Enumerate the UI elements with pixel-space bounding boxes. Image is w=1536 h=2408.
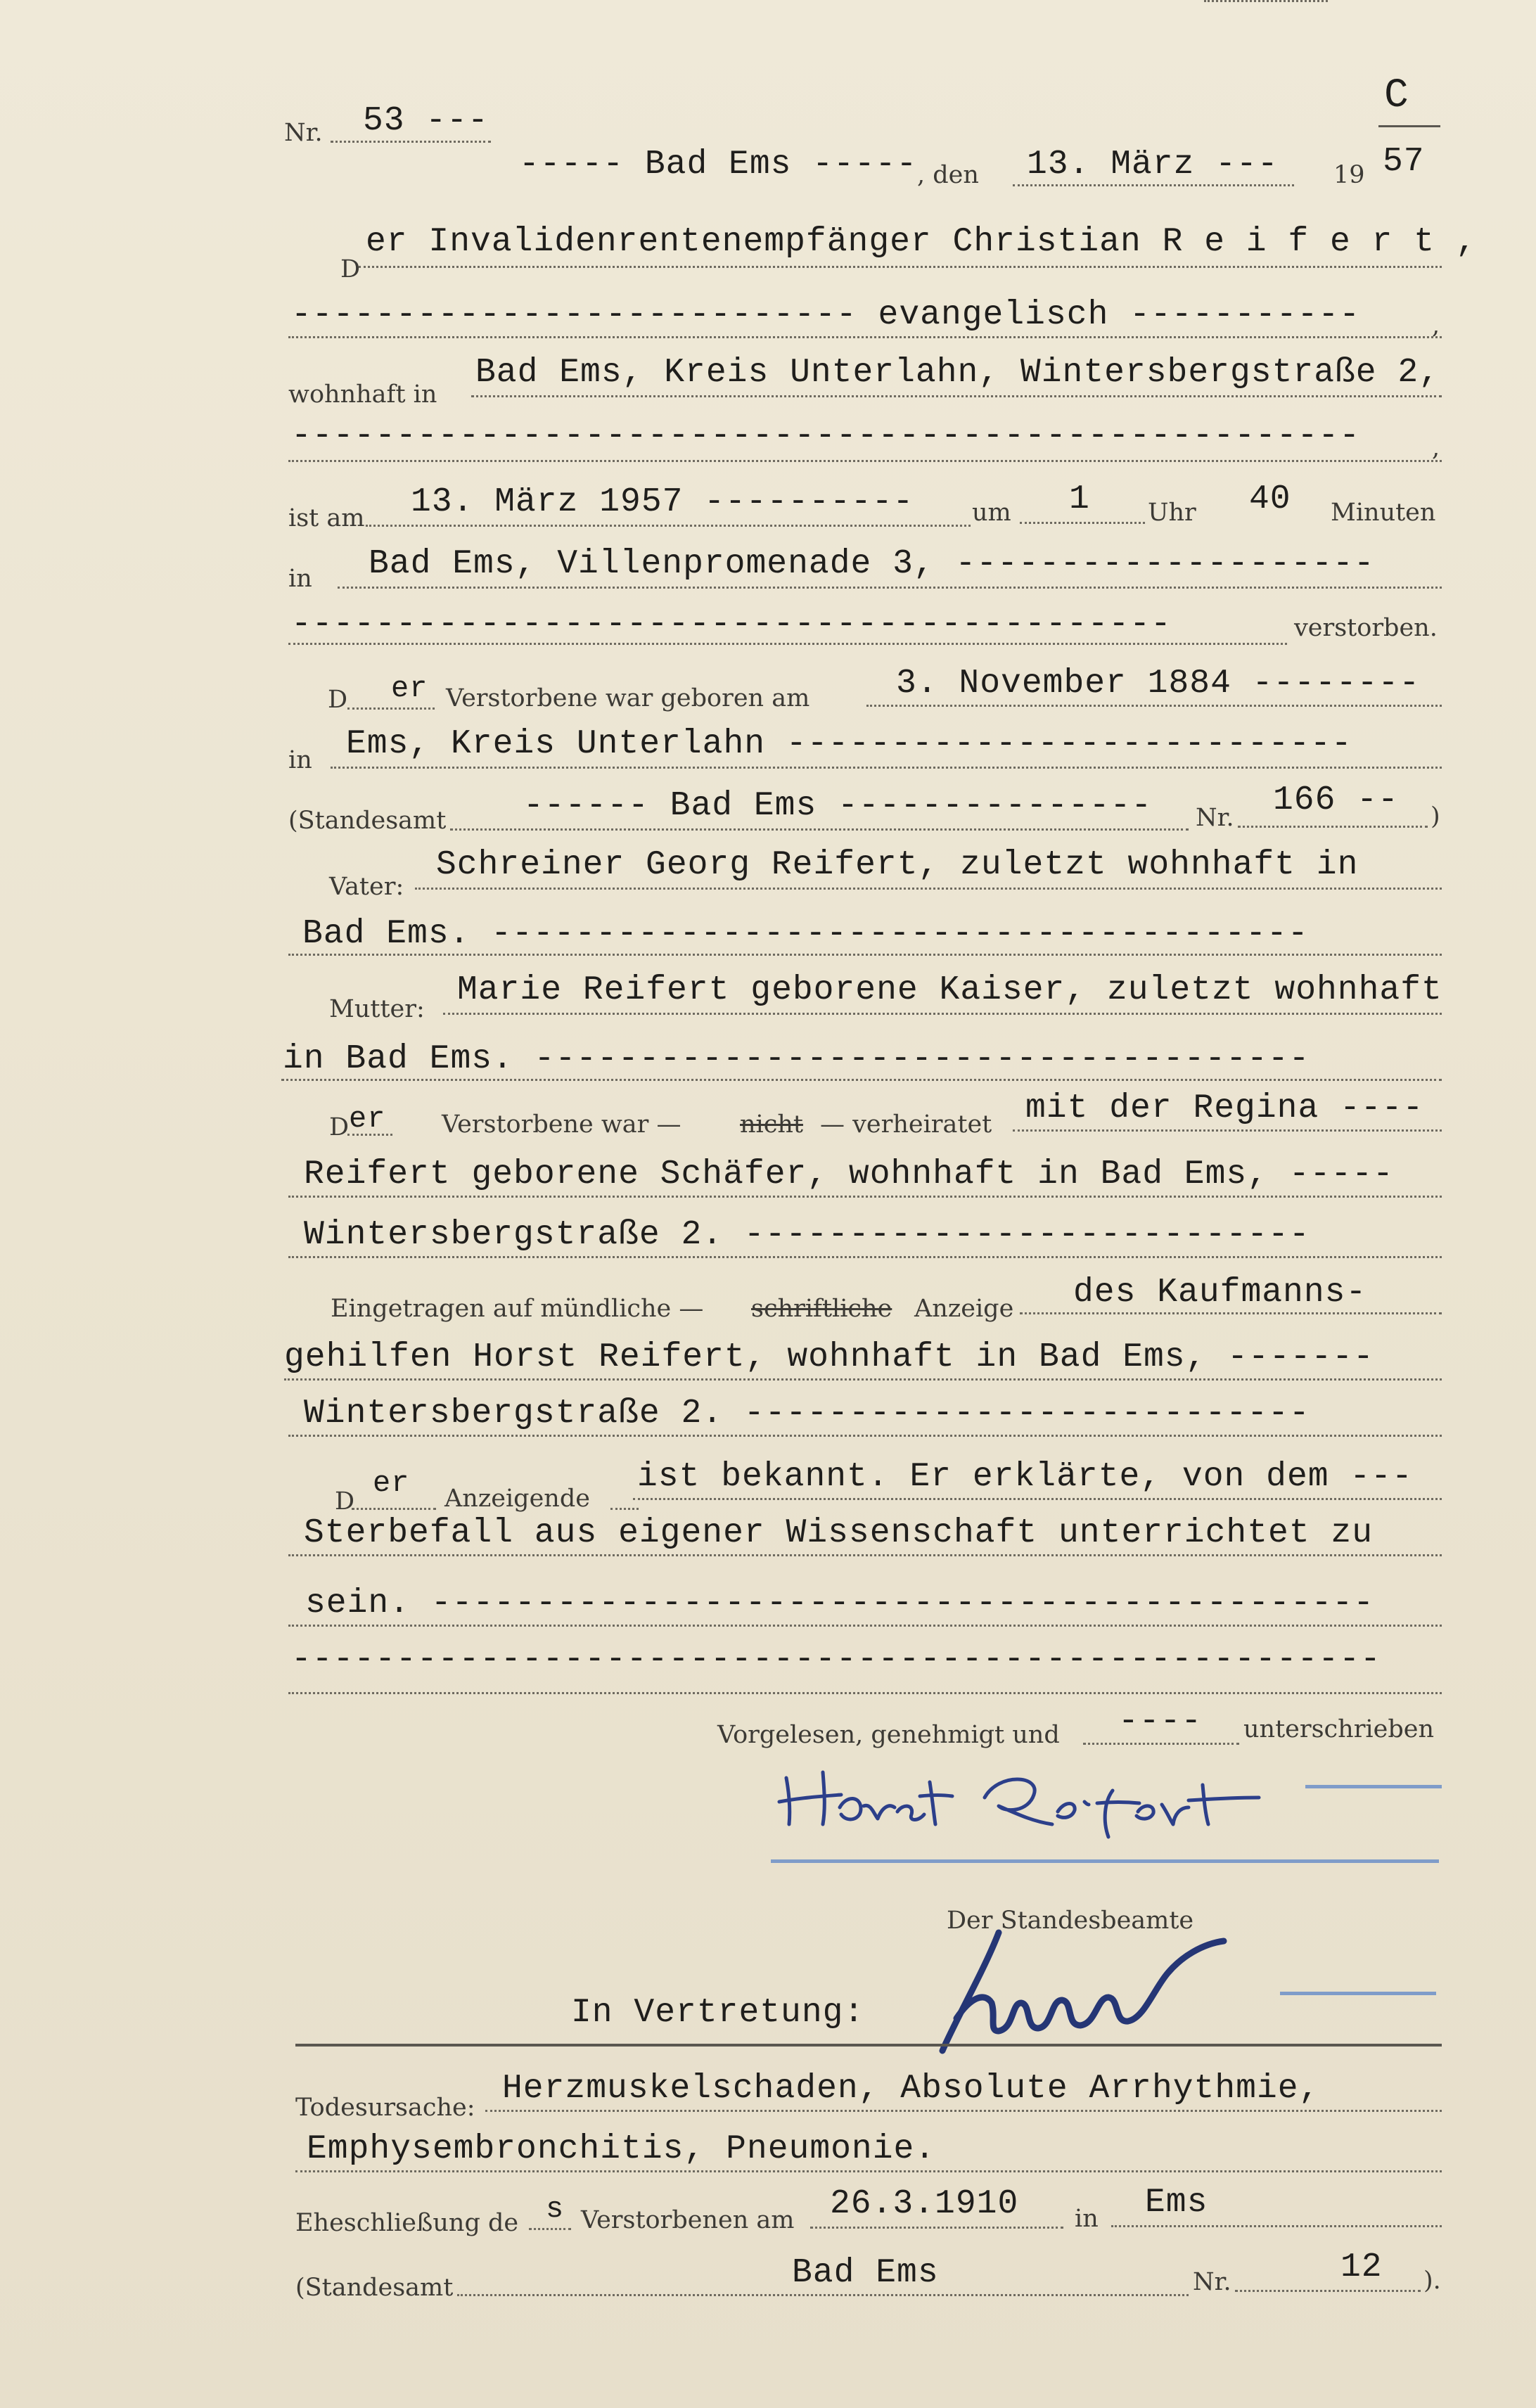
statement-3: sein. --------------------------------------------- <box>305 1584 1375 1622</box>
marriage-register-nr: 12 <box>1340 2248 1383 2286</box>
header-date: 13. März --- <box>1027 146 1279 184</box>
birth-date-dotted-line <box>866 705 1442 707</box>
birth-place: Ems, Kreis Unterlahn --------------------------- <box>346 725 1352 763</box>
mutter-label: Mutter: <box>329 995 425 1023</box>
birth-label: Verstorbene war geboren am <box>446 684 810 712</box>
ehe-place-dotted-line <box>1111 2225 1442 2227</box>
birth-nr-label: Nr. <box>1196 804 1234 832</box>
signature-standesbeamte <box>928 1913 1252 2061</box>
nicht-struck: nicht <box>740 1110 803 1139</box>
ehe-de-dotted-line <box>529 2228 571 2230</box>
father: Schreiner Georg Reifert, zuletzt wohnhaft in <box>436 846 1359 884</box>
eingetragen-label: Eingetragen auf mündliche — <box>331 1295 704 1323</box>
mother-dotted-line <box>443 1013 1442 1015</box>
minute-dotted-line <box>1204 0 1328 2</box>
religion-dotted-line <box>288 336 1442 338</box>
footer-nr-label: Nr. <box>1193 2268 1231 2296</box>
spouse-2: Reifert geborene Schäfer, wohnhaft in Bad Ems, ----- <box>304 1155 1394 1193</box>
place-header: ----- Bad Ems ----- <box>519 146 918 184</box>
informant-dotted-line-2 <box>284 1378 1442 1381</box>
footer-nr-dotted-line <box>1235 2290 1421 2292</box>
cause-of-death-2: Emphysembronchitis, Pneumonie. <box>307 2130 936 2168</box>
signature-horst-reifert <box>774 1751 1266 1843</box>
statement-4: ---------------------------------------------------- <box>291 1641 1381 1679</box>
anzeigende-d-label: D <box>335 1487 355 1516</box>
person-name-line: er Invalidenrentenempfänger Christian R e i f e r t , <box>366 223 1477 261</box>
residence-address: Bad Ems, Kreis Unterlahn, Wintersbergstraße 2, <box>475 354 1440 392</box>
birth-standesamt-label: (Standesamt <box>288 807 447 835</box>
residence-dotted-line-2 <box>288 460 1442 462</box>
footer-close: ). <box>1423 2267 1441 2295</box>
d-prefix-person: D <box>340 255 361 283</box>
spouse-3: Wintersbergstraße 2. --------------------------- <box>304 1216 1310 1254</box>
birth-in-label: in <box>288 746 312 774</box>
verheiratet-label: — verheiratet <box>820 1110 992 1139</box>
anzeigende-d-dotted-line <box>352 1508 436 1510</box>
mother-2: in Bad Ems. ------------------------------------- <box>283 1040 1310 1078</box>
death-place-dotted-line-2 <box>288 643 1287 645</box>
spouse-dotted-line-2 <box>288 1196 1442 1198</box>
footer-separator <box>295 2044 1442 2047</box>
statement-dotted-line-3 <box>288 1625 1442 1627</box>
birth-d-dotted-line <box>347 707 435 710</box>
father-dotted-line <box>415 888 1442 890</box>
death-date: 13. März 1957 ---------- <box>411 483 914 521</box>
date-dotted-line <box>1013 184 1294 186</box>
death-place-2: ------------------------------------------ <box>291 606 1172 643</box>
statement: ist bekannt. Er erklärte, von dem --- <box>637 1458 1413 1496</box>
residence-address-2: --------------------------------------------------- <box>291 417 1361 455</box>
um-label: um <box>972 499 1011 527</box>
anzeigende-label: Anzeigende <box>444 1485 590 1513</box>
verstorbene-war-label: Verstorbene war — <box>442 1110 681 1139</box>
spouse: mit der Regina ---- <box>1025 1089 1424 1127</box>
spouse-dotted-line-3 <box>288 1256 1442 1258</box>
informant-2: gehilfen Horst Reifert, wohnhaft in Bad Ems, ------- <box>284 1338 1374 1376</box>
birth-d-suffix: er <box>391 672 428 705</box>
vorgelesen-fill: ---- <box>1118 1703 1203 1741</box>
signature-blue-line-3 <box>1280 1992 1436 1995</box>
eheschliessung-suffix: s <box>546 2192 565 2226</box>
wohnhaft-label: wohnhaft in <box>288 380 437 409</box>
header-year: 57 <box>1383 143 1425 181</box>
nr-label: Nr. <box>284 119 323 147</box>
vorgelesen-label: Vorgelesen, genehmigt und <box>717 1721 1060 1749</box>
statement-2: Sterbefall aus eigener Wissenschaft unterrichtet zu <box>304 1514 1374 1552</box>
informant-3: Wintersbergstraße 2. --------------------------- <box>304 1395 1310 1433</box>
marriage-standesamt: Bad Ems <box>792 2254 939 2292</box>
anzeige-label: Anzeige <box>914 1295 1014 1323</box>
statement-dotted-line-4 <box>288 1692 1442 1694</box>
ist-am-label: ist am <box>288 504 365 532</box>
year-prefix: 19 <box>1333 161 1365 189</box>
marriage-in-label: in <box>1075 2205 1099 2233</box>
schriftliche-struck: schriftliche <box>751 1295 892 1323</box>
mother-dotted-line-2 <box>281 1079 1442 1081</box>
verstorbenen-am-label: Verstorbenen am <box>581 2206 795 2234</box>
marriage-place: Ems <box>1145 2184 1208 2222</box>
father-2: Bad Ems. --------------------------------------- <box>302 915 1309 953</box>
den-label: , den <box>917 161 979 189</box>
religion-line: --------------------------- evangelisch ----------- <box>291 296 1361 334</box>
vorgelesen-dotted-line <box>1083 1743 1239 1745</box>
birth-close-paren: ) <box>1431 802 1440 831</box>
birth-date: 3. November 1884 -------- <box>896 665 1421 703</box>
minuten-label: Minuten <box>1331 499 1436 527</box>
signature-blue-line-2 <box>771 1859 1439 1863</box>
verstorben-label: verstorben. <box>1294 614 1438 642</box>
cause-of-death: Herzmuskelschaden, Absolute Arrhythmie, <box>502 2070 1320 2108</box>
marriage-d-label: D <box>329 1113 350 1141</box>
birth-standesamt-dotted-line <box>450 828 1189 831</box>
informant-dotted-line-3 <box>288 1435 1442 1437</box>
cause-dotted-line-2 <box>295 2170 1442 2172</box>
person-dotted-line <box>359 266 1442 268</box>
vater-label: Vater: <box>329 873 404 901</box>
uhr-label: Uhr <box>1148 499 1196 527</box>
residence-dotted-line <box>471 395 1442 397</box>
death-hour: 1 <box>1069 480 1090 518</box>
hour-dotted-line <box>1020 522 1145 524</box>
mother: Marie Reifert geborene Kaiser, zuletzt wohnhaft <box>457 971 1442 1009</box>
footer-standesamt-label: (Standesamt <box>295 2274 454 2302</box>
death-place-dotted-line <box>338 587 1442 589</box>
ehe-date-dotted-line <box>810 2227 1063 2229</box>
nr-dotted-line <box>331 141 491 143</box>
spouse-dotted-line <box>1013 1129 1442 1132</box>
todesursache-label: Todesursache: <box>295 2094 475 2122</box>
cause-dotted-line <box>485 2110 1442 2112</box>
death-date-dotted-line <box>366 525 971 527</box>
residence-comma: , <box>1432 434 1440 462</box>
eheschliessung-label: Eheschließung de <box>295 2209 519 2237</box>
birth-d-label: D <box>328 686 348 714</box>
father-dotted-line-2 <box>288 954 1442 956</box>
death-in-label: in <box>288 565 312 593</box>
marriage-d-suffix: er <box>349 1102 386 1136</box>
anzeigende-d-suffix: er <box>373 1466 410 1500</box>
birth-nr-dotted-line <box>1238 826 1428 828</box>
informant-dotted-line <box>1020 1312 1442 1314</box>
standesbeamte-label: Der Standesbeamte <box>947 1907 1194 1935</box>
entry-number: 53 --- <box>363 102 489 140</box>
in-vertretung: In Vertretung: <box>571 1994 865 2032</box>
birth-place-dotted-line <box>331 767 1442 769</box>
statement-dotted-line-2 <box>288 1554 1442 1556</box>
birth-standesamt: ------ Bad Ems --------------- <box>523 787 1153 825</box>
footer-standesamt-dotted-line <box>457 2294 1189 2296</box>
series-underline <box>1378 125 1440 127</box>
statement-dotted-line <box>633 1498 1442 1500</box>
anzeigende-dotted-line <box>610 1508 639 1510</box>
signature-blue-line-1 <box>1305 1785 1442 1788</box>
marriage-date: 26.3.1910 <box>830 2185 1019 2223</box>
series-letter: C <box>1384 73 1409 119</box>
death-place: Bad Ems, Villenpromenade 3, -------------------- <box>369 545 1375 583</box>
unterschrieben-label: unterschrieben <box>1243 1715 1434 1743</box>
birth-register-nr: 166 -- <box>1273 781 1399 819</box>
informant: des Kaufmanns- <box>1073 1274 1367 1312</box>
religion-comma: , <box>1432 312 1440 340</box>
death-minute: 40 <box>1249 480 1291 518</box>
